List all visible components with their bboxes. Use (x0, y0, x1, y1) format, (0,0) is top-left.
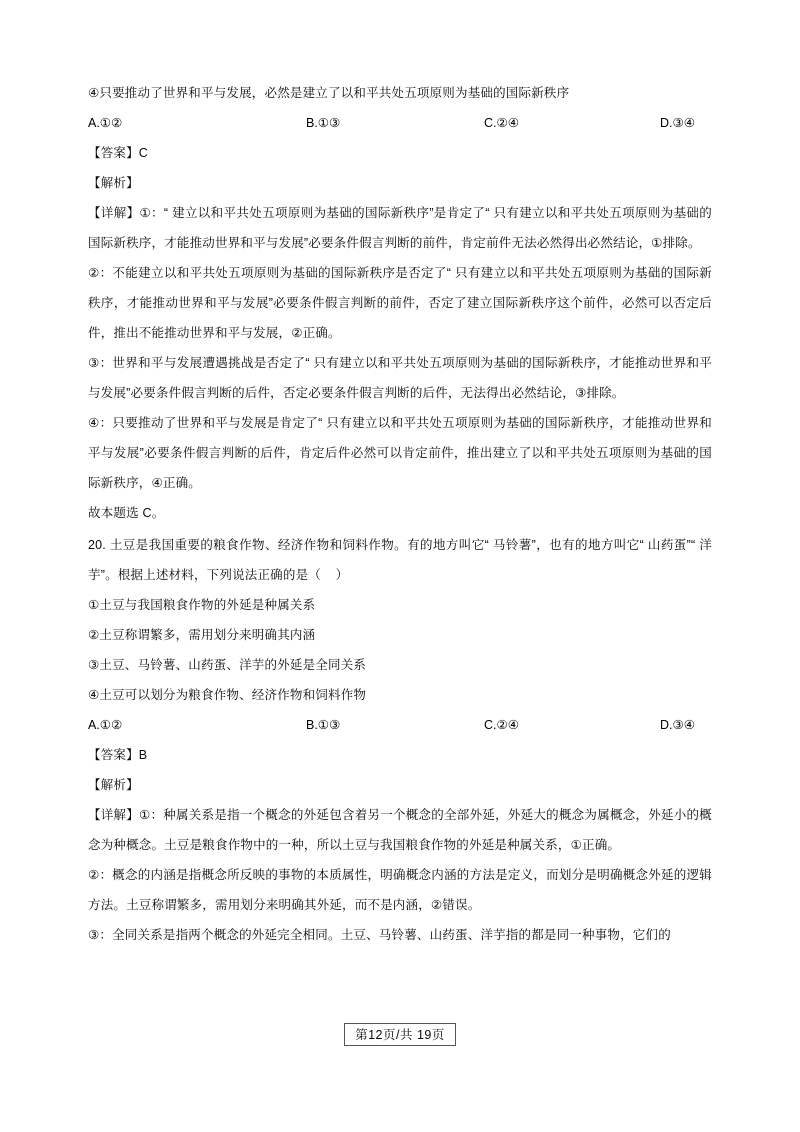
explanation-item-1: 【详解】①：“ 建立以和平共处五项原则为基础的国际新秩序”是肯定了“ 只有建立以和平共处五项原则为基础的国际新秩序，才能推动世界和平与发展”必要条件假言判断的前件，肯定前件无法必然得出必然结论，①排除。 (88, 206, 712, 250)
answer-options-row-2 (88, 710, 712, 740)
option-b[interactable]: B.①③ (306, 718, 341, 732)
conclusion-1: 故本题选 C。 (88, 506, 165, 520)
explanation-20-item-2: ②：概念的内涵是指概念所反映的事物的本质属性，明确概念内涵的方法是定义，而划分是明确概念外延的逻辑方法。土豆称谓繁多，需用划分来明确其外延，而不是内涵，②错误。 (88, 868, 712, 912)
explanation-item-3: ③：世界和平与发展遭遇挑战是否定了“ 只有建立以和平共处五项原则为基础的国际新秩序，才能推动世界和平与发展”必要条件假言判断的后件，否定必要条件假言判断的后件，无法得出必然结论，③排除。 (88, 356, 712, 400)
option-c[interactable]: C.②④ (484, 116, 519, 130)
explanation-item-2: ②：不能建立以和平共处五项原则为基础的国际新秩序是否定了“ 只有建立以和平共处五项原则为基础的国际新秩序，才能推动世界和平与发展”必要条件假言判断的前件，否定了建立国际新秩序这个前件，必然可以否定后件，推出不能推动世界和平与发展，②正确。 (88, 266, 712, 340)
option-b[interactable]: B.①③ (306, 116, 341, 130)
question-20-stem: 20. 土豆是我国重要的粮食作物、经济作物和饲料作物。有的地方叫它“ 马铃薯”，也有的地方叫它“ 山药蛋”“ 洋芋”。根据上述材料，下列说法正确的是（ ） (88, 538, 712, 582)
document-body (88, 78, 712, 950)
explanation-20-item-1: 【详解】①：种属关系是指一个概念的外延包含着另一个概念的全部外延，外延大的概念为属概念，外延小的概念为种概念。土豆是粮食作物中的一种，所以土豆与我国粮食作物的外延是种属关系，①正确。 (88, 808, 712, 852)
option-a[interactable]: A.①② (88, 116, 123, 130)
analysis-label-2: 【解析】 (88, 778, 139, 792)
page-footer (0, 1023, 800, 1046)
explanation-20-item-3: ③：全同关系是指两个概念的外延完全相同。土豆、马铃薯、山药蛋、洋芋指的都是同一种事物，它们的 (88, 928, 671, 942)
question-20-statement-1: ①土豆与我国粮食作物的外延是种属关系 (88, 598, 316, 612)
answer-label-1: 【答案】C (88, 146, 149, 160)
answer-label-2: 【答案】B (88, 748, 148, 762)
paragraph-option-4-prev: ④只要推动了世界和平与发展，必然是建立了以和平共处五项原则为基础的国际新秩序 (88, 86, 570, 100)
option-d[interactable]: D.③④ (660, 718, 695, 732)
option-d[interactable]: D.③④ (660, 116, 695, 130)
analysis-label-1: 【解析】 (88, 176, 139, 190)
explanation-item-4: ④：只要推动了世界和平与发展是肯定了“ 只有建立以和平共处五项原则为基础的国际新秩序，才能推动世界和平与发展”必要条件假言判断的后件，肯定后件必然可以肯定前件，推出建立了以和平共处五项原则为基础的国际新秩序，④正确。 (88, 416, 712, 490)
answer-options-row-1 (88, 108, 712, 138)
page-number-label: 第12页/共 19页 (344, 1023, 456, 1046)
option-a[interactable]: A.①② (88, 718, 123, 732)
question-20-statement-2: ②土豆称谓繁多，需用划分来明确其内涵 (88, 628, 316, 642)
question-20-statement-4: ④土豆可以划分为粮食作物、经济作物和饲料作物 (88, 688, 367, 702)
question-20-statement-3: ③土豆、马铃薯、山药蛋、洋芋的外延是全同关系 (88, 658, 367, 672)
option-c[interactable]: C.②④ (484, 718, 519, 732)
